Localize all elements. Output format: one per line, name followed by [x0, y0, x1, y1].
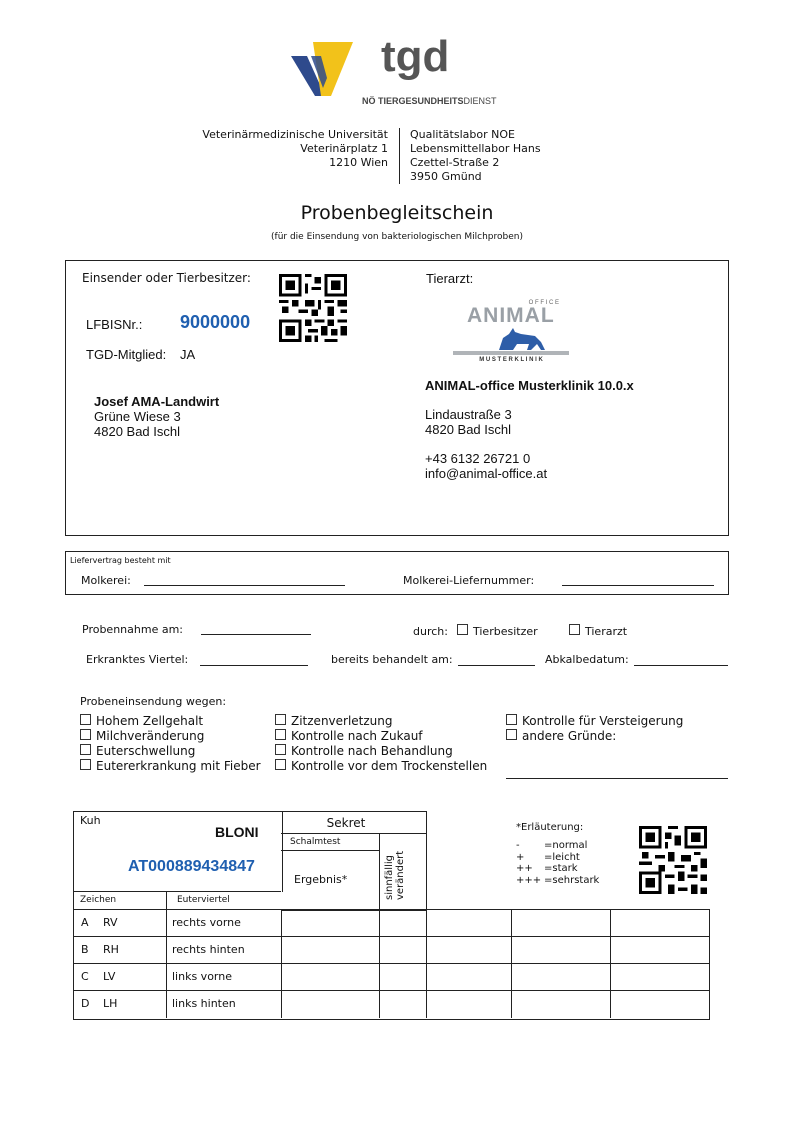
row-desc: rechts hinten [172, 943, 245, 956]
address-left-line: Veterinärplatz 1 [300, 142, 388, 155]
cow-name: BLONI [215, 824, 259, 840]
calving-label: Abkalbedatum: [545, 653, 629, 666]
brand-subtitle [362, 96, 497, 106]
sender-address [94, 394, 219, 439]
legend-item [516, 840, 599, 852]
vet-option-label: Tierarzt [585, 625, 628, 638]
tgd-member-label: TGD-Mitglied: [86, 347, 167, 362]
legend-text: =normal [544, 840, 588, 851]
legend-symbol: + [516, 851, 525, 863]
reason-item[interactable] [275, 759, 487, 774]
legend-text: =sehrstark [544, 874, 600, 886]
other-reasons-field[interactable] [506, 778, 728, 779]
legend-symbol: - [516, 840, 520, 851]
reason-item[interactable] [506, 729, 683, 744]
dairy-label: Molkerei: [81, 574, 131, 587]
sampling-date-field[interactable] [201, 634, 311, 635]
sampling-date-label: Probennahme am: [82, 623, 183, 636]
reason-item[interactable] [275, 744, 487, 759]
table-row [73, 909, 708, 936]
calving-field[interactable] [634, 665, 728, 666]
reason-item[interactable] [506, 714, 683, 729]
sender-name: Josef AMA-Landwirt [94, 394, 220, 409]
checkbox-icon[interactable] [80, 759, 91, 770]
legend-item [516, 852, 599, 864]
cmt-divider [281, 850, 379, 851]
page-subtitle: (für die Einsendung von bakteriologischen Milchproben) [271, 232, 523, 242]
table-row [73, 963, 708, 990]
address-left-line: 1210 Wien [329, 156, 388, 169]
dairy-number-field[interactable] [562, 585, 714, 586]
vet-checkbox[interactable] [569, 624, 627, 638]
sender-label: Einsender oder Tierbesitzer: [82, 271, 251, 285]
reason-label: Kontrolle nach Behandlung [291, 744, 453, 758]
reason-label: Milchveränderung [96, 729, 205, 743]
visible-label-2: verändert [395, 850, 406, 900]
legend-text: =stark [544, 863, 578, 874]
legend-list [516, 840, 599, 886]
checkbox-icon[interactable] [80, 714, 91, 725]
lfbis-label: LFBISNr.: [86, 317, 143, 332]
vet-street: Lindaustraße 3 [425, 407, 512, 422]
vet-logo [453, 300, 569, 366]
checkbox-icon[interactable] [569, 624, 580, 635]
checkbox-icon[interactable] [275, 744, 286, 755]
visible-label-1: sinnfällig [384, 855, 395, 900]
quarter-col-label: Euterviertel [177, 895, 230, 905]
table-row [73, 990, 708, 1017]
col-divider [73, 891, 74, 909]
quarter-label: Erkranktes Viertel: [86, 653, 189, 666]
brand-subtitle-bold: NÖ TIERGESUNDHEITS [362, 96, 464, 106]
reason-label: Kontrolle vor dem Trockenstellen [291, 759, 488, 773]
sender-street: Grüne Wiese 3 [94, 409, 181, 424]
row-desc: links hinten [172, 997, 236, 1010]
tgd-member-value: JA [180, 347, 196, 362]
address-right [410, 128, 610, 184]
vet-city: 4820 Bad Ischl [425, 422, 512, 437]
reasons-col-1 [80, 714, 261, 774]
reason-label: Kontrolle für Versteigerung [522, 714, 684, 728]
checkbox-icon[interactable] [506, 729, 517, 740]
address-left-line: Veterinärmedizinische Universität [202, 128, 388, 141]
vet-phone: +43 6132 26721 0 [425, 451, 531, 466]
animals-icon [491, 324, 551, 352]
cow-label: Kuh [80, 814, 101, 827]
vet-logo-sub: M U S T E R K L I N I K [479, 357, 543, 363]
reason-item[interactable] [80, 744, 261, 759]
address-right-line: 3950 Gmünd [410, 170, 482, 183]
vet-email: info@animal-office.at [425, 466, 548, 481]
cmt-label: Schalmtest [290, 837, 341, 847]
row-code: RV [103, 916, 118, 929]
result-label: Ergebnis* [294, 873, 348, 886]
lfbis-value: 9000000 [180, 312, 251, 332]
sign-label: Zeichen [80, 895, 117, 905]
reason-label: Zitzenverletzung [291, 714, 393, 728]
visible-change-label [380, 842, 426, 908]
vet-address [425, 378, 634, 481]
address-left [180, 128, 388, 170]
contract-title: Liefervertrag besteht mit [70, 556, 171, 565]
reason-label: Euterschwellung [96, 744, 196, 758]
legend-text: =leicht [544, 851, 580, 863]
reason-label: Kontrolle nach Zukauf [291, 729, 423, 743]
row-desc: links vorne [172, 970, 232, 983]
vet-logo-office: O F F I C E [528, 300, 559, 306]
secretion-divider [281, 833, 427, 834]
reasons-col-3 [506, 714, 683, 744]
row-letter: D [81, 997, 90, 1010]
quarter-field[interactable] [200, 665, 308, 666]
sender-city: 4820 Bad Ischl [94, 424, 181, 439]
brand-subtitle-light: DIENST [463, 96, 497, 106]
brand-name: tgd [381, 32, 450, 81]
secretion-label: Sekret [326, 816, 366, 830]
checkbox-icon[interactable] [275, 714, 286, 725]
dairy-field[interactable] [144, 585, 345, 586]
address-right-line: Czettel-Straße 2 [410, 156, 500, 169]
address-divider [399, 128, 400, 184]
legend-symbol: ++ [516, 863, 533, 874]
row-code: RH [103, 943, 119, 956]
owner-checkbox[interactable] [457, 624, 538, 638]
row-letter: B [81, 943, 89, 956]
reason-item[interactable] [80, 759, 261, 774]
legend-item [516, 863, 599, 875]
row-letter: A [81, 916, 89, 929]
reason-label: andere Gründe: [522, 729, 617, 743]
legend-symbol: +++ [516, 874, 542, 886]
qr-code-icon [279, 274, 347, 342]
row-desc: rechts vorne [172, 916, 241, 929]
dairy-number-label: Molkerei-Liefernummer: [403, 574, 535, 587]
checkbox-icon[interactable] [80, 729, 91, 740]
qr-code-icon [639, 826, 707, 894]
legend-item [516, 875, 599, 887]
reason-item[interactable] [275, 729, 487, 744]
address-right-line: Qualitätslabor NOE [410, 128, 515, 141]
vet-label: Tierarzt: [426, 271, 474, 286]
reason-label: Hohem Zellgehalt [96, 714, 204, 728]
row-code: LH [103, 997, 118, 1010]
reason-label: Eutererkrankung mit Fieber [96, 759, 261, 773]
reason-item[interactable] [80, 714, 261, 729]
sampling-by-label: durch: [413, 625, 448, 638]
page-title: Probenbegleitschein [300, 202, 494, 224]
reason-item[interactable] [275, 714, 487, 729]
tgd-logo-mark [291, 38, 355, 98]
vet-logo-animal: ANIMAL [467, 304, 555, 327]
vet-logo-bar [453, 351, 569, 355]
subheader-top [73, 891, 281, 892]
legend-title: *Erläuterung: [516, 822, 584, 833]
treated-field[interactable] [458, 665, 535, 666]
checkbox-icon[interactable] [275, 759, 286, 770]
checkbox-icon[interactable] [457, 624, 468, 635]
reason-item[interactable] [80, 729, 261, 744]
vet-name: ANIMAL-office Musterklinik 10.0.x [425, 378, 634, 393]
cow-id: AT000889434847 [128, 858, 255, 875]
row-letter: C [81, 970, 89, 983]
table-row [73, 936, 708, 963]
tgd-logo [291, 32, 511, 110]
checkbox-icon[interactable] [506, 714, 517, 725]
row-code: LV [103, 970, 116, 983]
checkbox-icon[interactable] [80, 744, 91, 755]
reasons-col-2 [275, 714, 487, 774]
checkbox-icon[interactable] [275, 729, 286, 740]
address-right-line: Lebensmittellabor Hans [410, 142, 541, 155]
treated-label: bereits behandelt am: [331, 653, 453, 666]
reasons-title: Probeneinsendung wegen: [80, 695, 227, 708]
owner-option-label: Tierbesitzer [473, 625, 538, 638]
